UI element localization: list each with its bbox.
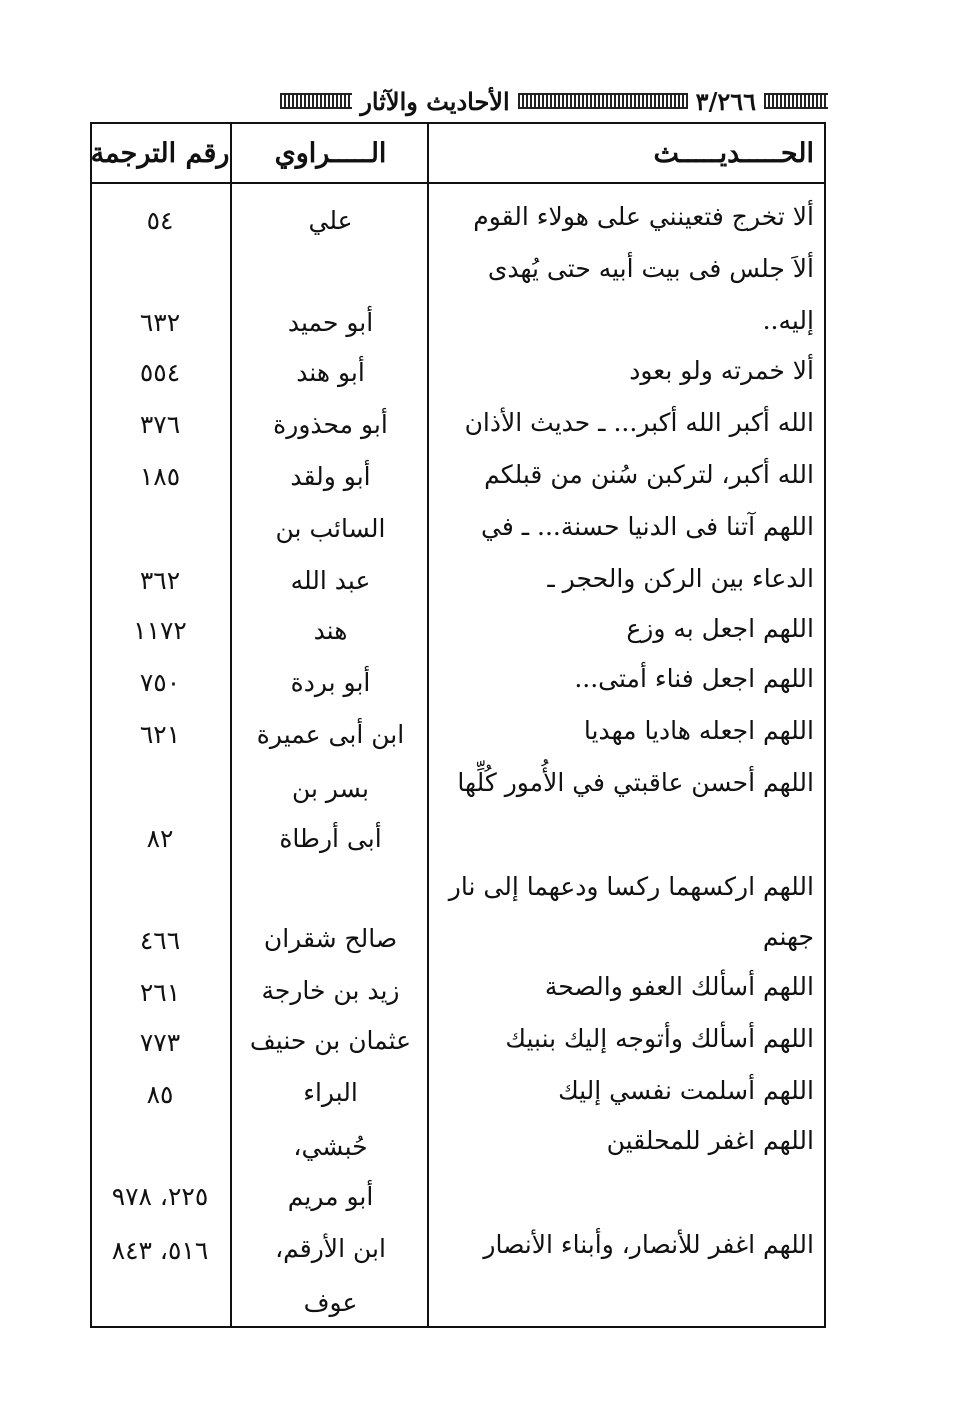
entry-number: ٧٥٠ — [139, 668, 181, 697]
entry-number: ١١٧٢ — [133, 616, 187, 645]
hadith-text: ألا تخرج فتعينني على هولاء القوم — [473, 202, 814, 231]
entry-number: ٥١٦، ٨٤٣ — [111, 1236, 209, 1265]
narrator-name: عثمان بن حنيف — [249, 1026, 412, 1055]
narrator-name: عبد الله — [290, 566, 371, 595]
entry-number: ٦٢١ — [139, 720, 181, 749]
entry-number: ٤٦٦ — [139, 926, 181, 955]
narrator-name: عوف — [303, 1288, 358, 1317]
hadith-text: اللهم آتنا فى الدنيا حسنة... ـ في — [481, 512, 814, 541]
hadith-text: اللهم أسألك وأتوجه إليك بنبيك — [505, 1024, 814, 1053]
hadith-text: اللهم اجعله هاديا مهديا — [583, 716, 814, 745]
narrator-name: أبى أرطاة — [279, 824, 382, 853]
entry-number: ٥٥٤ — [139, 358, 181, 387]
entry-number: ٦٣٢ — [139, 308, 181, 337]
hadith-index-table — [90, 122, 826, 1328]
narrator-name: أبو ولقد — [290, 462, 371, 491]
narrator-name: البراء — [303, 1078, 358, 1107]
narrator-name: أبو هند — [296, 358, 365, 387]
header-ornament-left — [280, 93, 352, 109]
hadith-text: اللهم اركسهما ركسا ودعهما إلى نار — [448, 872, 814, 901]
column-header-narrator: الـــــراوي — [274, 137, 387, 169]
hadith-text: اللهم اجعل فناء أمتى... — [574, 664, 814, 693]
entry-number: ٧٧٣ — [139, 1028, 181, 1057]
narrator-name: حُبشي، — [293, 1132, 368, 1161]
entry-number: ١٨٥ — [139, 462, 181, 491]
hadith-text: الدعاء بين الركن والحجر ـ — [547, 564, 814, 593]
hadith-text: إليه.. — [762, 306, 814, 335]
narrator-name: أبو مريم — [287, 1182, 374, 1211]
hadith-text: اللهم اغفر للأنصار، وأبناء الأنصار — [483, 1230, 814, 1259]
entry-number: ٥٤ — [146, 206, 174, 235]
narrator-name: أبو محذورة — [273, 410, 388, 439]
hadith-text: الله أكبر الله أكبر... ـ حديث الأذان — [464, 408, 814, 437]
narrator-name: أبو بردة — [290, 668, 371, 697]
narrator-name: ابن أبى عميرة — [256, 720, 405, 749]
narrator-name: علي — [308, 206, 353, 235]
entry-number: ٢٦١ — [139, 978, 181, 1007]
page-reference: ٣/٢٦٦ — [695, 86, 756, 116]
entry-number: ٨٥ — [146, 1080, 174, 1109]
section-title: الأحاديث والآثار — [360, 86, 510, 116]
hadith-text: اللهم أسألك العفو والصحة — [544, 972, 814, 1001]
header-rule — [92, 182, 824, 184]
column-header-entry-number: رقم الترجمة — [90, 137, 230, 169]
column-header-hadith: الحـــــديـــــث — [653, 137, 814, 169]
hadith-text: اللهم أحسن عاقبتي في الأُمور كُلِّها — [457, 768, 814, 797]
narrator-name: السائب بن — [275, 514, 386, 543]
narrator-name: بسر بن — [292, 774, 369, 803]
header-ornament-middle — [518, 93, 688, 109]
narrator-name: زيد بن خارجة — [261, 976, 400, 1005]
narrator-name: ابن الأرقم، — [275, 1234, 386, 1263]
hadith-text: اللهم أسلمت نفسي إليك — [558, 1076, 814, 1105]
entry-number: ٣٦٢ — [139, 566, 181, 595]
hadith-text: اللهم اغفر للمحلقين — [606, 1126, 814, 1155]
narrator-name: هند — [313, 616, 348, 645]
entry-number: ٢٢٥، ٩٧٨ — [111, 1182, 209, 1211]
running-header — [88, 86, 828, 116]
narrator-name: صالح شقران — [263, 924, 398, 953]
entry-number: ٨٢ — [146, 824, 174, 853]
hadith-text: الله أكبر، لتركبن سُنن من قبلكم — [484, 460, 814, 489]
hadith-text: ألاَ جلس فى بيت أبيه حتى يُهدى — [487, 254, 814, 283]
hadith-text: اللهم اجعل به وزع — [626, 614, 814, 643]
header-ornament-right — [764, 93, 828, 109]
hadith-text: جهنم — [762, 922, 814, 951]
hadith-text: ألا خمرته ولو بعود — [629, 356, 814, 385]
entry-number: ٣٧٦ — [139, 410, 181, 439]
narrator-name: أبو حميد — [287, 308, 374, 337]
